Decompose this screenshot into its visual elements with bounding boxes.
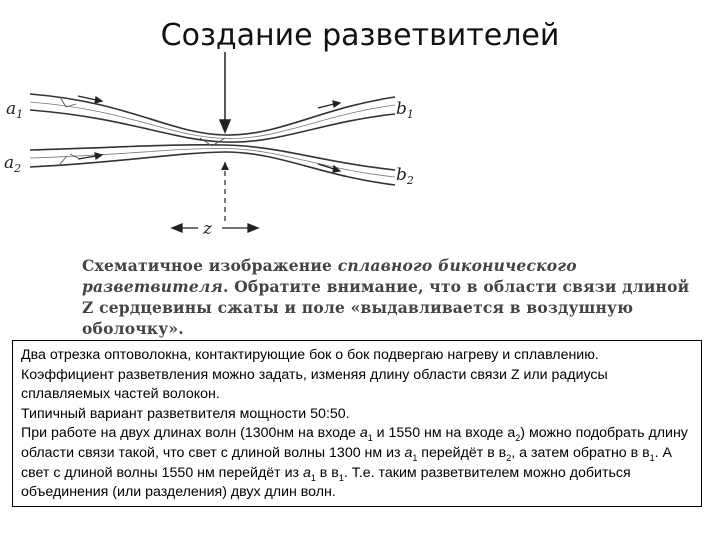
label-b2: $b_2$ bbox=[396, 165, 414, 187]
label-z: z bbox=[203, 219, 212, 239]
lower-fiber bbox=[30, 145, 395, 185]
z-span-arrow bbox=[172, 224, 258, 232]
pressure-arrow bbox=[220, 52, 230, 132]
field-lines bbox=[60, 97, 225, 164]
text-line: Коэффициент разветвления можно задать, изменяя длину области связи Z или радиусы сплавляемых частей волокон. bbox=[21, 366, 608, 403]
description-box bbox=[12, 340, 702, 507]
label-a1: $a_1$ bbox=[6, 99, 24, 121]
text-line: Два отрезка оптоволокна, контактирующие бок о бок подвергаю нагреву и сплавлению. bbox=[21, 347, 599, 363]
label-a2: $a_2$ bbox=[4, 153, 22, 175]
text-paragraph: При работе на двух длинах волн (1300нм на входе $a_1$ и 1550 нм на входе $a_2$) можно подобрать длину области связи такой, что свет с длиной волны 1300 нм из $a_1$ перейдёт в $в_2$, а затем обратно в $в_1$. А свет с длиной волны 1550 нм перейдёт из $a_1$ в $в_1$. Т.е. таким разветвителем можно добиться объединения (или разделения) двух длин волн. bbox=[21, 425, 688, 501]
upper-fiber bbox=[30, 94, 395, 142]
text-line: Типичный вариант разветвителя мощности 50:50. bbox=[21, 405, 350, 422]
figure-caption: Схематичное изображение сплавного биконического разветвителя. Обратите внимание, что в области связи длиной Z сердцевины сжаты и поле «выдавливается в воздушную оболочку». bbox=[82, 256, 690, 338]
label-b1: $b_1$ bbox=[396, 99, 414, 121]
page-title: Создание разветвителей bbox=[160, 18, 560, 53]
